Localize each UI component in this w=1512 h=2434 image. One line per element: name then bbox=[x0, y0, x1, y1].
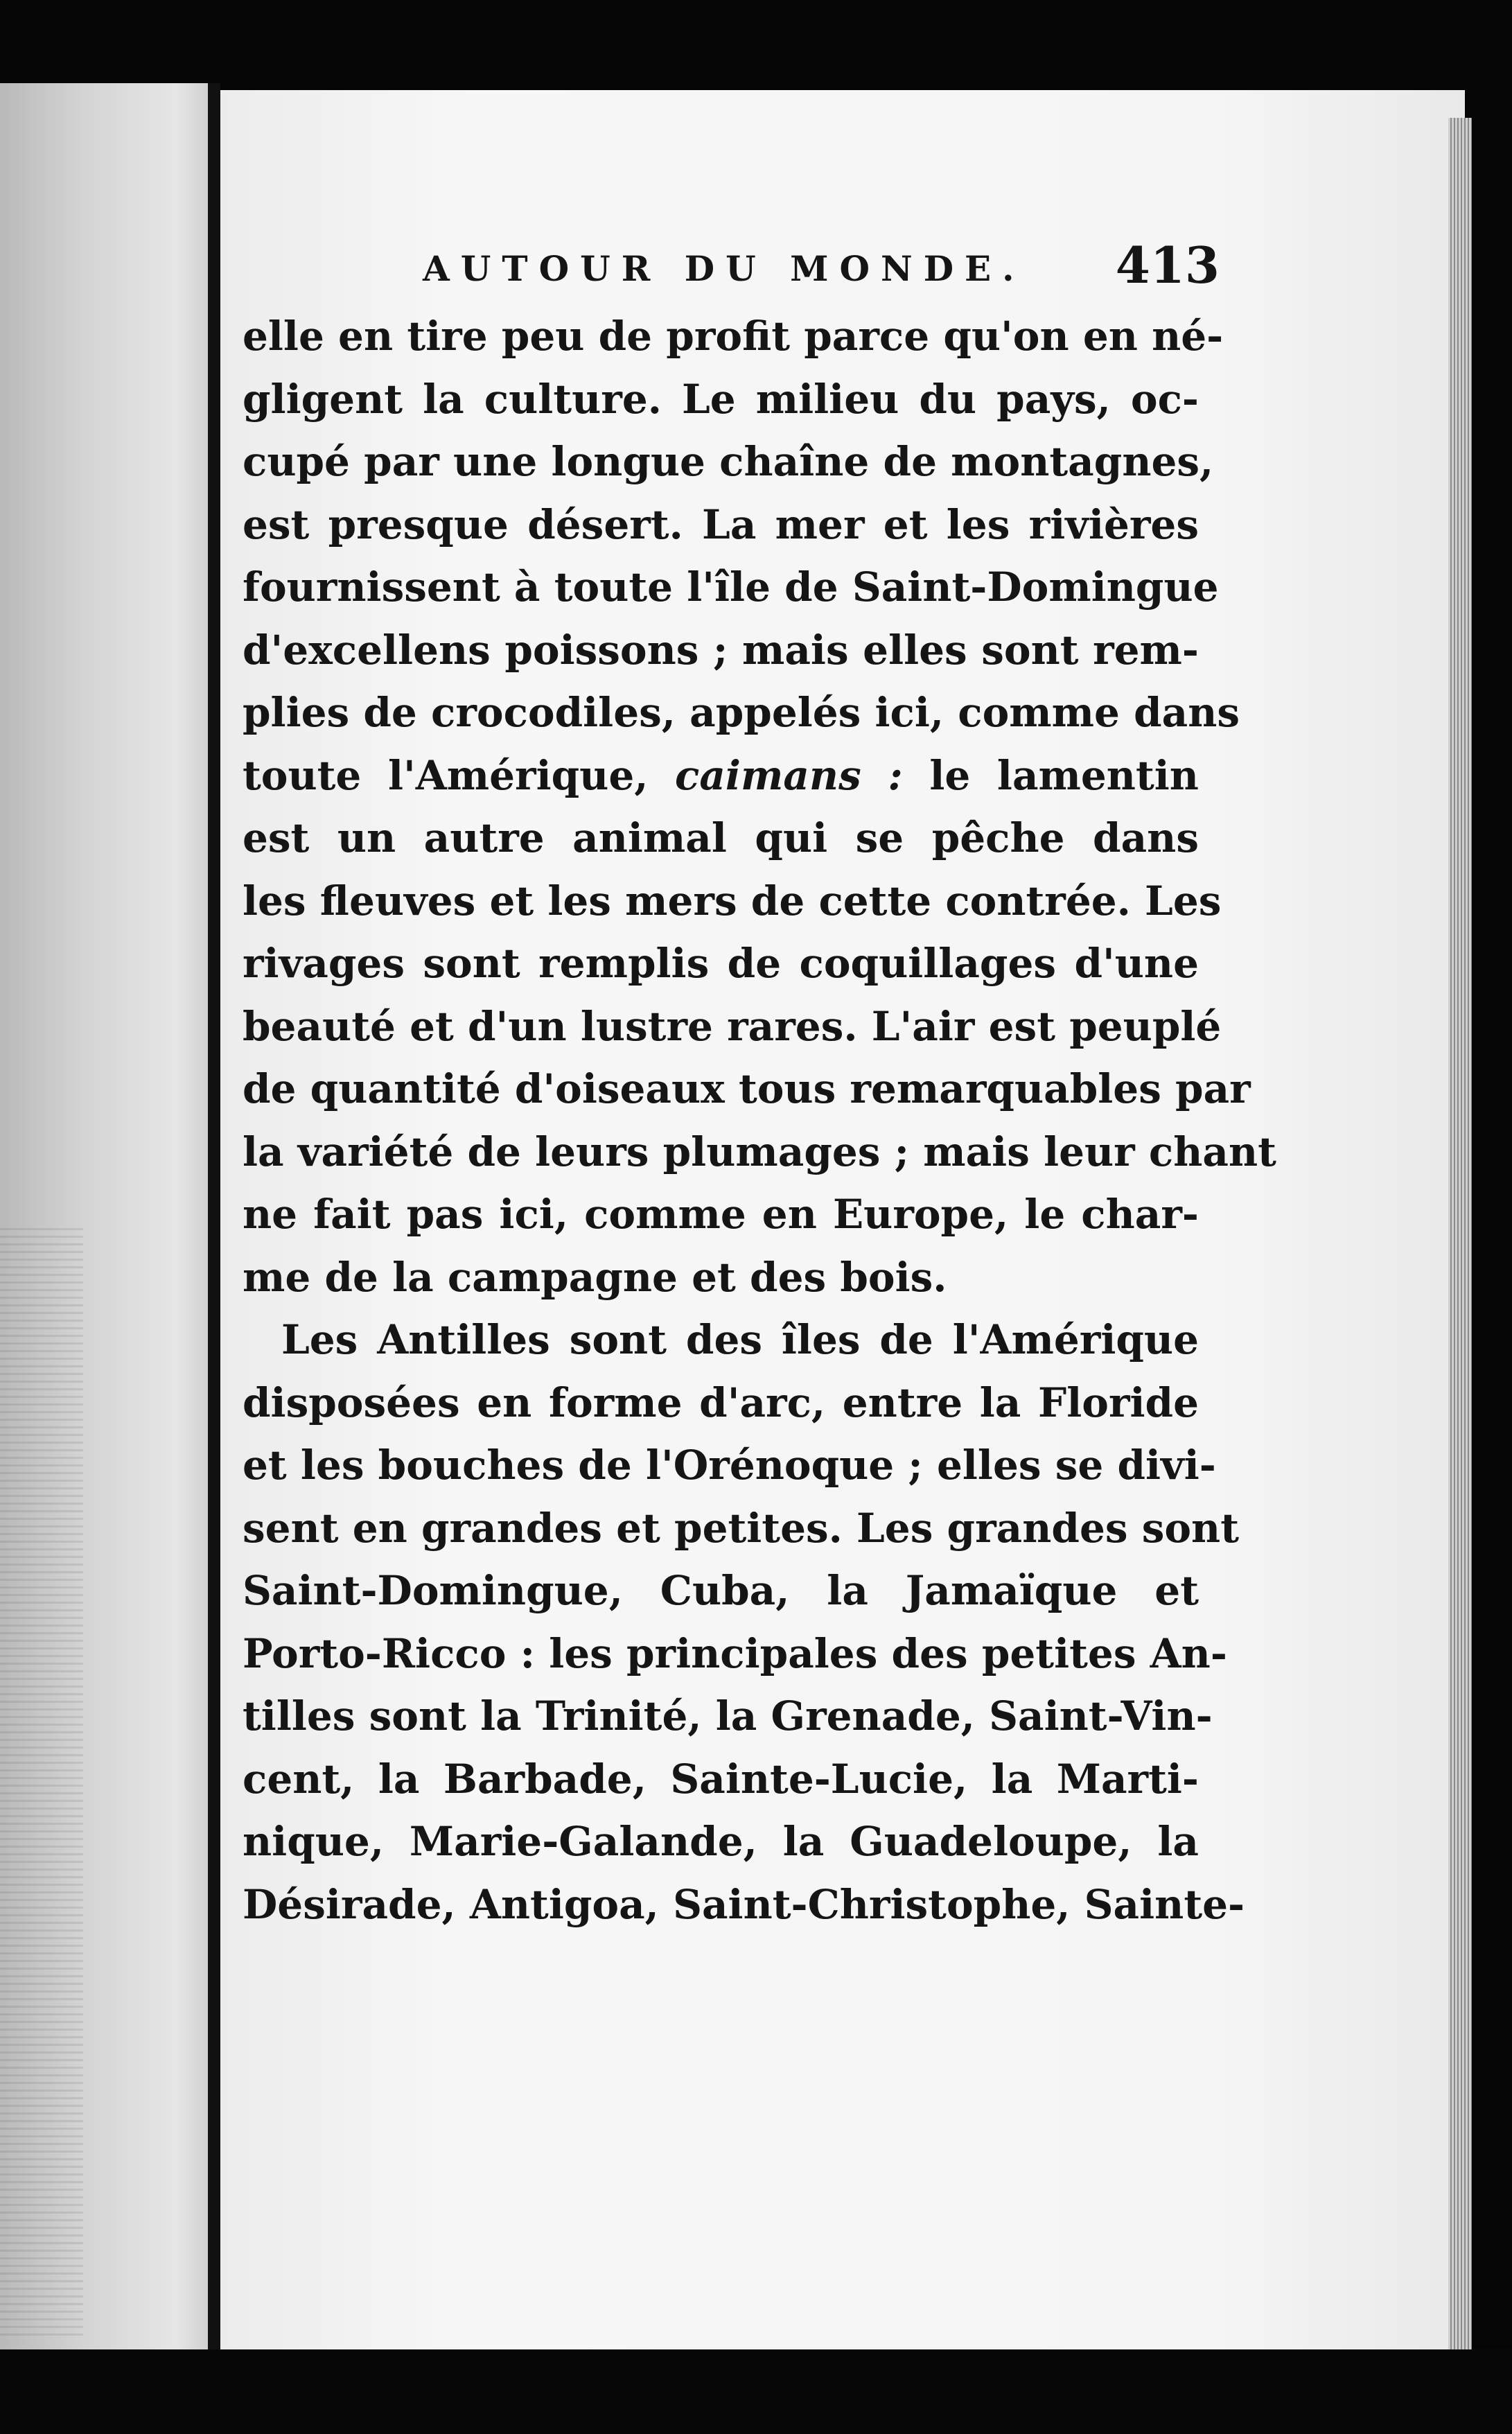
text-line: plies de crocodiles, appelés ici, comme dans bbox=[243, 689, 1240, 736]
page-text bbox=[243, 305, 1276, 1936]
facing-page-margin bbox=[0, 83, 208, 2349]
text-line: de quantité d'oiseaux tous remarquables par bbox=[243, 1065, 1251, 1112]
text-line: cent, la Barbade, Sainte-Lucie, la Marti- bbox=[243, 1755, 1199, 1803]
text-line-mixed bbox=[243, 744, 1199, 807]
scan-bottom-border bbox=[0, 2349, 1512, 2434]
text-line: d'excellens poissons ; mais elles sont rem- bbox=[243, 626, 1199, 674]
text-line: cupé par une longue chaîne de montagnes, bbox=[243, 438, 1214, 485]
page-edge bbox=[1448, 118, 1472, 2349]
text-line: la variété de leurs plumages ; mais leur chant bbox=[243, 1128, 1276, 1175]
page-number: 413 bbox=[1115, 236, 1220, 295]
text-line: ne fait pas ici, comme en Europe, le char- bbox=[243, 1191, 1199, 1238]
text-line: est presque désert. La mer et les rivières bbox=[243, 500, 1199, 548]
page-header bbox=[423, 236, 1220, 312]
italic-term: caimans : bbox=[675, 751, 903, 799]
text-line: Les Antilles sont des îles de l'Amérique bbox=[281, 1316, 1199, 1363]
text-line: sent en grandes et petites. Les grandes sont bbox=[243, 1504, 1240, 1552]
paragraph-2 bbox=[243, 1308, 1245, 1936]
text-segment: le lamentin bbox=[929, 751, 1199, 799]
text-line: Porto-Ricco : les principales des petites An- bbox=[243, 1629, 1227, 1677]
text-line: nique, Marie-Galande, la Guadeloupe, la bbox=[243, 1818, 1199, 1865]
text-line: fournissent à toute l'île de Saint-Domingue bbox=[243, 563, 1219, 611]
text-line: elle en tire peu de profit parce qu'on en né- bbox=[243, 313, 1224, 360]
paragraph-1 bbox=[243, 305, 1276, 1308]
facing-page-bleedthrough bbox=[0, 1227, 83, 2336]
text-line: et les bouches de l'Orénoque ; elles se divi- bbox=[243, 1442, 1216, 1489]
text-line: Désirade, Antigoa, Saint-Christophe, Sainte- bbox=[243, 1880, 1245, 1928]
text-line: me de la campagne et des bois. bbox=[243, 1253, 947, 1301]
text-line: les fleuves et les mers de cette contrée. Les bbox=[243, 877, 1222, 925]
text-line: est un autre animal qui se pêche dans bbox=[243, 814, 1199, 861]
book-gutter bbox=[208, 83, 220, 2349]
text-line: disposées en forme d'arc, entre la Floride bbox=[243, 1378, 1199, 1426]
text-line: rivages sont remplis de coquillages d'une bbox=[243, 940, 1199, 987]
text-line: gligent la culture. Le milieu du pays, oc- bbox=[243, 375, 1199, 423]
text-line: beauté et d'un lustre rares. L'air est peuplé bbox=[243, 1002, 1222, 1050]
running-title: AUTOUR DU MONDE. bbox=[423, 248, 1026, 289]
text-segment: toute l'Amérique, bbox=[243, 751, 649, 799]
text-line: tilles sont la Trinité, la Grenade, Saint-Vin- bbox=[243, 1692, 1213, 1740]
text-line: Saint-Domingue, Cuba, la Jamaïque et bbox=[243, 1567, 1199, 1614]
